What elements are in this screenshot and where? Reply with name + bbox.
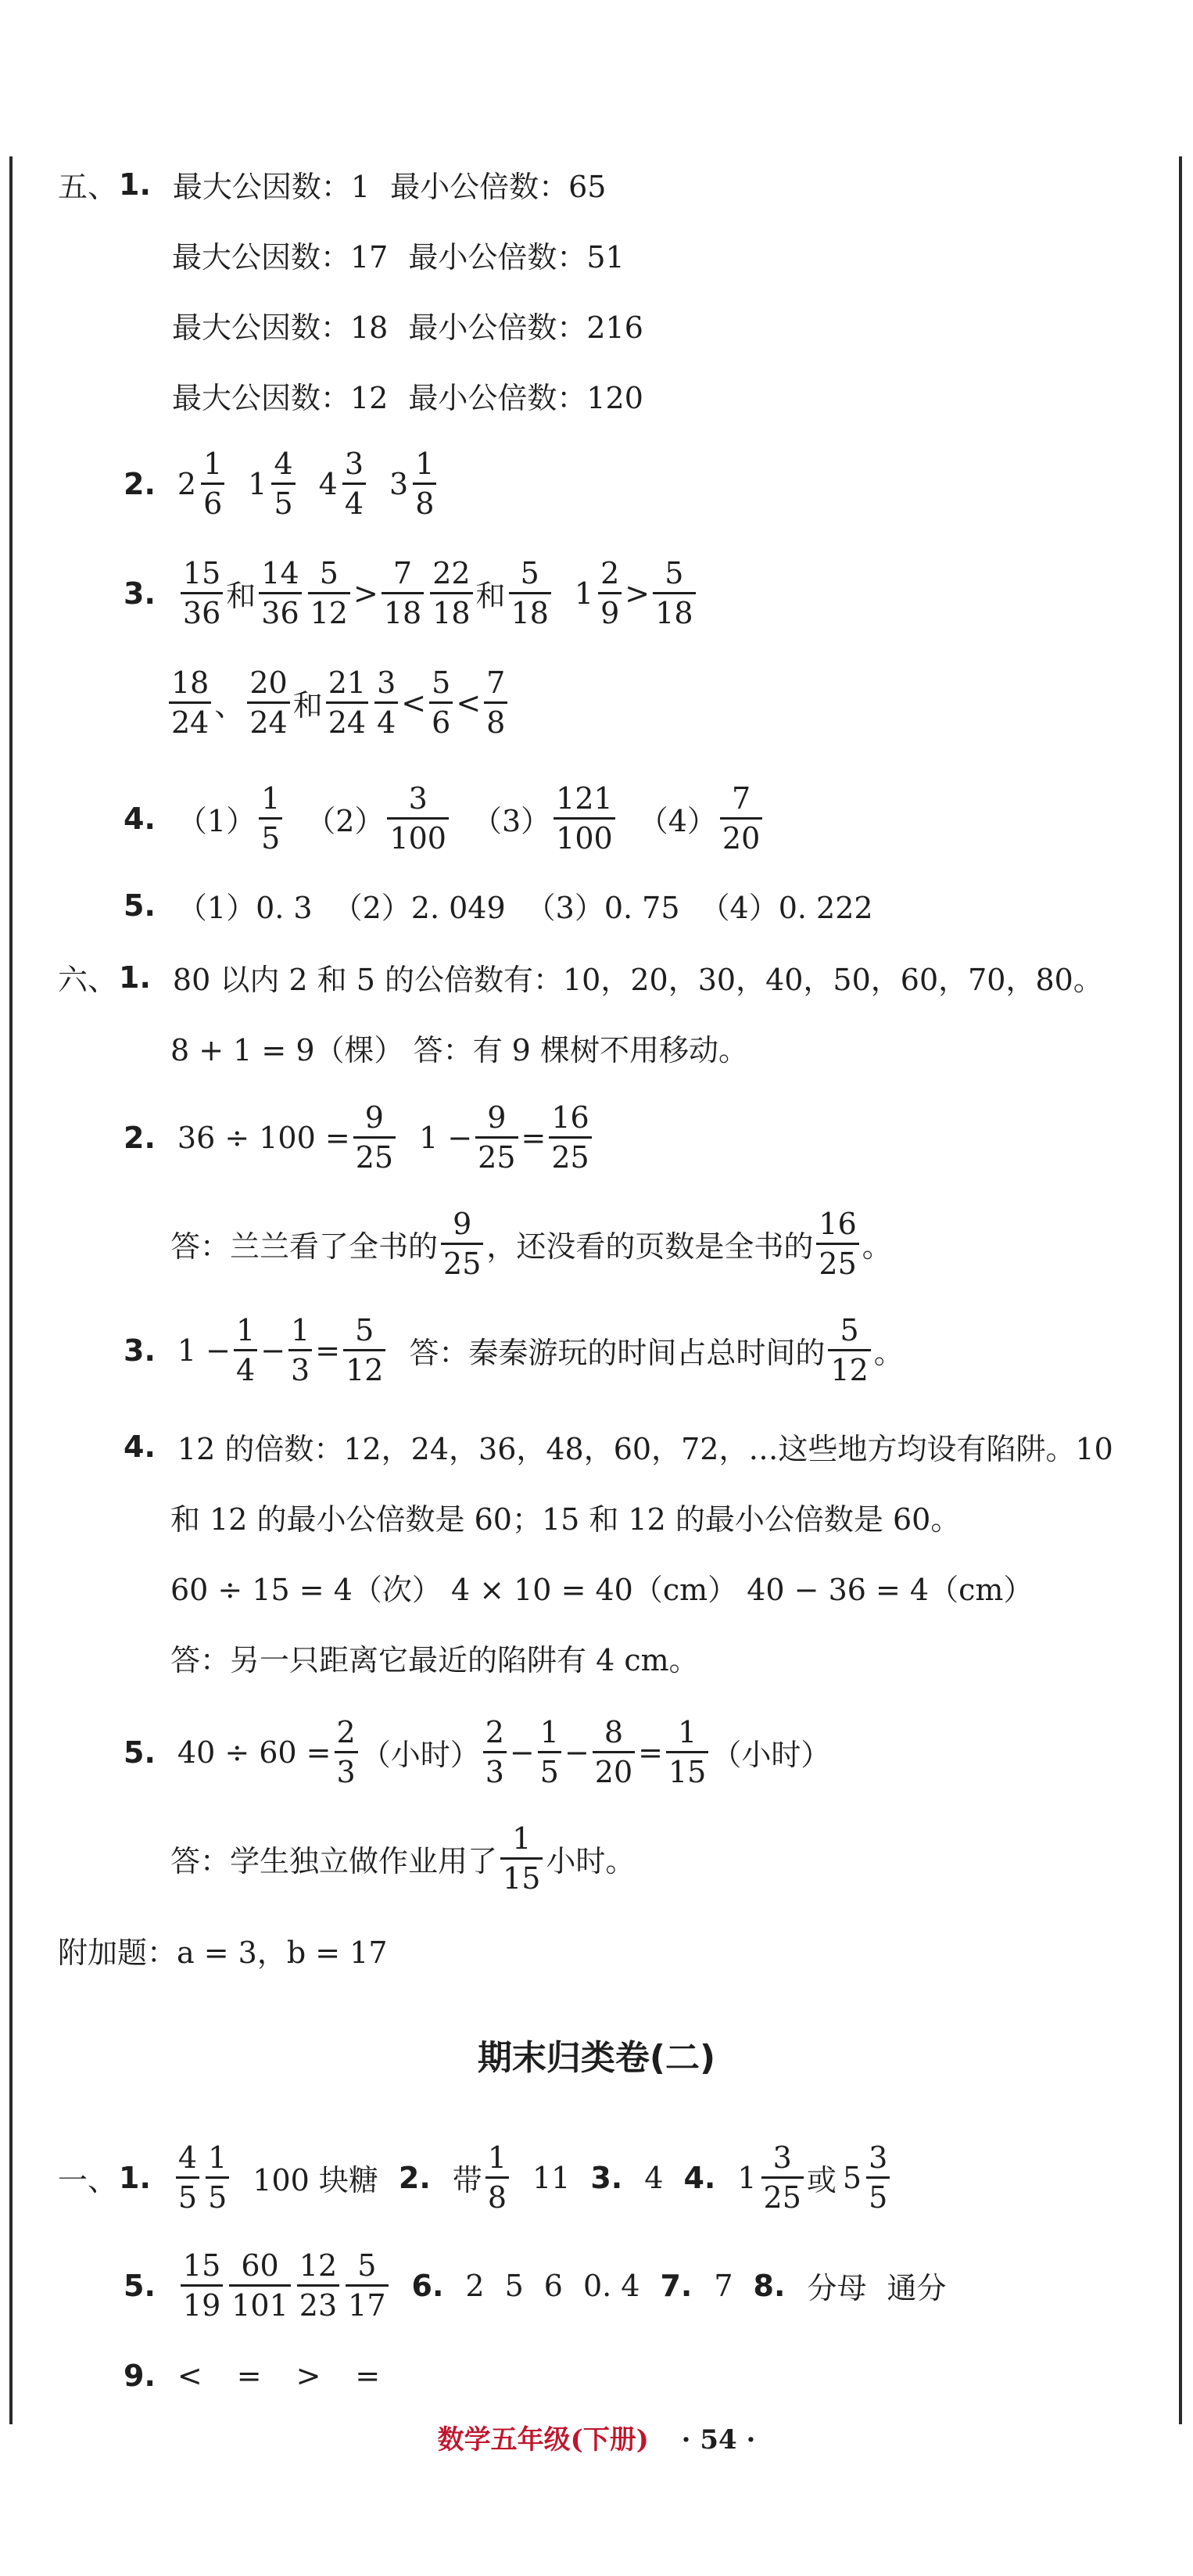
- s6-q5-answer: [170, 1821, 636, 1896]
- question-number: 5.: [124, 888, 156, 923]
- fraction: $\frac{22}{18}$: [430, 558, 472, 628]
- s5-q4: [124, 781, 765, 856]
- mixed-whole: 1: [248, 466, 267, 501]
- compare-sign: >: [296, 2359, 321, 2393]
- s6-q1-line1: [58, 956, 1103, 999]
- fraction: $\frac{121}{100}$: [554, 784, 615, 853]
- text-line: 60 ÷ 15 = 4（次） 4 × 10 = 40（cm） 40 − 36 = 4（cm）: [170, 1573, 1034, 1607]
- item-label: （3）: [471, 804, 551, 838]
- expression: 36 ÷ 100 =: [177, 1120, 350, 1155]
- question-number: 1.: [119, 960, 151, 995]
- section-label: 六、: [58, 963, 118, 997]
- question-number: 7.: [660, 2268, 693, 2303]
- question-number: 9.: [124, 2359, 156, 2393]
- fraction: $\frac{1}{4}$: [234, 1315, 257, 1385]
- fraction: $\frac{9}{25}$: [353, 1103, 396, 1172]
- fraction: $\frac{1}{15}$: [666, 1717, 708, 1787]
- s5-q3-line2: [166, 666, 511, 740]
- expression: 1 −: [177, 1333, 231, 1368]
- fraction: $\frac{16}{25}$: [549, 1103, 591, 1172]
- s6-q4-line2: [170, 1495, 960, 1538]
- answer-item: （1）0. 3: [177, 891, 313, 925]
- fraction: $\frac{1}{6}$: [201, 449, 224, 518]
- or-word: 或: [806, 2163, 837, 2197]
- fraction: $\frac{5}{18}$: [509, 558, 551, 628]
- answer-item: （4）0. 222: [700, 891, 873, 925]
- fraction: $\frac{1}{5}$: [538, 1717, 561, 1787]
- s6-q4-line1: [124, 1425, 1113, 1468]
- fraction: $\frac{60}{101}$: [229, 2251, 291, 2320]
- text-line: 12 的倍数：12，24，36，48，60，72，…这些地方均设有陷阱。10: [177, 1432, 1113, 1466]
- fraction: $\frac{5}{12}$: [343, 1315, 385, 1385]
- question-number: 6.: [411, 2268, 444, 2303]
- fraction: $\frac{5}{12}$: [308, 558, 350, 628]
- book-title: 数学五年级(下册): [437, 2424, 649, 2456]
- greater-sign: >: [625, 576, 650, 611]
- s6-q1-line2: [170, 1026, 748, 1069]
- greater-sign: >: [353, 576, 378, 611]
- fraction: $\frac{4}{5}$: [176, 2143, 199, 2212]
- s5-q1-row4: [172, 374, 643, 417]
- answer-text: 答：兰兰看了全书的: [170, 1229, 439, 1264]
- answer-item: 6: [543, 2268, 563, 2303]
- s5-q1-row3: [172, 303, 643, 346]
- and-word: 和: [292, 688, 323, 723]
- less-sign: <: [401, 685, 427, 720]
- answer-item: 7: [714, 2268, 733, 2303]
- fraction: $\frac{1}{5}$: [206, 2143, 229, 2212]
- question-number: 2.: [398, 2160, 431, 2195]
- s5-q1-row1: [58, 163, 606, 206]
- fraction: $\frac{20}{24}$: [247, 668, 289, 737]
- fraction: $\frac{5}{17}$: [346, 2251, 388, 2320]
- fraction: $\frac{7}{20}$: [720, 784, 762, 853]
- fraction: $\frac{14}{36}$: [259, 558, 301, 628]
- fraction: $\frac{9}{25}$: [475, 1103, 518, 1172]
- minus-sign: −: [509, 1735, 535, 1770]
- answer-text: 答：秦秦游玩的时间占总时间的: [409, 1336, 826, 1370]
- s5-q1-row2: [172, 233, 625, 276]
- lcm-label: 最小公倍数：65: [390, 170, 607, 204]
- gcd-label: 最大公因数：18: [172, 310, 389, 345]
- item-label: （1）: [177, 804, 256, 838]
- fraction: $\frac{7}{18}$: [382, 558, 424, 628]
- mixed-whole: 3: [389, 466, 409, 501]
- fraction: $\frac{16}{25}$: [816, 1209, 858, 1279]
- equals-sign: =: [315, 1333, 341, 1368]
- mixed-whole: 5: [842, 2160, 862, 2195]
- text-line: 8 + 1 = 9（棵） 答：有 9 棵树不用移动。: [170, 1033, 748, 1067]
- unit: （小时）: [711, 1738, 831, 1772]
- s1-row3: [124, 2359, 380, 2393]
- answer-item: （3）0. 75: [525, 891, 680, 925]
- and-word: 和: [475, 579, 506, 613]
- bonus-answer: [58, 1928, 388, 1971]
- section-label: 五、: [58, 170, 118, 204]
- compare-sign: <: [177, 2359, 202, 2393]
- gcd-label: 最大公因数：17: [172, 240, 389, 274]
- answer-text: 带: [452, 2163, 482, 2197]
- lcm-label: 最小公倍数：51: [408, 240, 625, 274]
- page-footer: [0, 2418, 1193, 2456]
- equals-sign: =: [521, 1120, 546, 1155]
- mixed-whole: 4: [318, 466, 338, 501]
- question-number: 3.: [124, 576, 156, 611]
- compare-sign: =: [355, 2359, 381, 2393]
- s6-q4-line4: [170, 1636, 699, 1679]
- question-number: 2.: [124, 466, 156, 501]
- fraction: $\frac{2}{3}$: [335, 1717, 358, 1787]
- fraction: $\frac{2}{9}$: [598, 558, 622, 628]
- s6-q2-answer: [170, 1209, 892, 1279]
- page-number: · 54 ·: [681, 2424, 756, 2456]
- right-margin-rule: [1179, 156, 1182, 2424]
- compare-sign: =: [236, 2359, 262, 2393]
- mixed-whole: 1: [737, 2160, 757, 2195]
- section-title: 期末归类卷(二): [477, 2038, 716, 2078]
- s1-row1: [58, 2140, 893, 2215]
- s6-q3: [124, 1315, 904, 1385]
- question-number: 5.: [124, 2268, 156, 2303]
- fraction: $\frac{12}{23}$: [297, 2251, 339, 2320]
- answer-item: 2: [465, 2268, 485, 2303]
- s1-row2: [124, 2248, 947, 2323]
- fraction: $\frac{3}{4}$: [342, 449, 366, 518]
- fraction: $\frac{7}{8}$: [484, 668, 507, 737]
- answer-text: 11: [532, 2160, 571, 2195]
- fraction: $\frac{1}{8}$: [485, 2143, 509, 2212]
- answer-item: 分母: [807, 2271, 867, 2305]
- minus-sign: −: [260, 1333, 286, 1368]
- equals-sign: =: [638, 1735, 663, 1770]
- expression: 40 ÷ 60 =: [177, 1735, 331, 1770]
- lcm-label: 最小公倍数：120: [408, 381, 643, 415]
- fraction: $\frac{3}{25}$: [761, 2143, 804, 2212]
- fraction: $\frac{5}{12}$: [828, 1315, 870, 1385]
- s6-q4-line3: [170, 1566, 1033, 1609]
- s5-q5: [124, 884, 873, 927]
- answer-text: 。: [862, 1229, 892, 1264]
- question-number: 4.: [124, 801, 156, 836]
- gcd-label: 最大公因数：12: [172, 381, 389, 415]
- bonus-text: 附加题：a = 3，b = 17: [58, 1936, 388, 1970]
- minus-sign: −: [564, 1735, 589, 1770]
- fraction: $\frac{1}{15}$: [500, 1824, 543, 1893]
- s6-q2-eq: [124, 1100, 595, 1175]
- answer-text: 。: [873, 1336, 904, 1370]
- unit: （小时）: [360, 1738, 480, 1772]
- expression: 1 −: [419, 1120, 473, 1155]
- fraction: $\frac{1}{8}$: [413, 449, 436, 518]
- fraction: $\frac{3}{4}$: [374, 668, 398, 737]
- answer-text: 小时。: [546, 1844, 636, 1878]
- question-number: 8.: [753, 2268, 786, 2303]
- question-number: 5.: [124, 1735, 156, 1770]
- lcm-label: 最小公倍数：216: [408, 310, 643, 345]
- section-label: 一、: [58, 2163, 118, 2197]
- answer-item: 5: [504, 2268, 524, 2303]
- s5-q3-line1: [124, 558, 699, 628]
- fraction: $\frac{5}{6}$: [429, 668, 453, 737]
- item-label: （4）: [638, 804, 717, 838]
- fraction: $\frac{8}{20}$: [593, 1717, 635, 1787]
- text-line: 和 12 的最小公倍数是 60；15 和 12 的最小公倍数是 60。: [170, 1502, 961, 1537]
- less-sign: <: [456, 685, 482, 720]
- fraction: $\frac{18}{24}$: [169, 668, 211, 737]
- s6-q5-eq: [124, 1717, 830, 1787]
- s5-q2: [124, 447, 439, 521]
- answer-text: 答：学生独立做作业用了: [170, 1844, 498, 1878]
- fraction: $\frac{2}{3}$: [483, 1717, 507, 1787]
- fraction: $\frac{3}{100}$: [387, 784, 449, 853]
- item-label: （2）: [306, 804, 385, 838]
- question-number: 4.: [124, 1429, 156, 1464]
- text-line: 答：另一只距离它最近的陷阱有 4 cm。: [170, 1643, 699, 1677]
- fraction: $\frac{9}{25}$: [441, 1209, 483, 1279]
- fraction: $\frac{15}{19}$: [181, 2251, 223, 2320]
- fraction: $\frac{4}{5}$: [271, 449, 295, 518]
- text-line: 80 以内 2 和 5 的公倍数有：10，20，30，40，50，60，70，80。: [172, 963, 1103, 997]
- answer-text: 100 块糖: [253, 2163, 378, 2197]
- answer-text: 4: [644, 2160, 664, 2195]
- fraction: $\frac{15}{36}$: [181, 558, 223, 628]
- fraction: $\frac{21}{24}$: [326, 668, 368, 737]
- question-number: 3.: [124, 1333, 156, 1368]
- question-number: 1.: [119, 2160, 151, 2195]
- question-number: 4.: [683, 2160, 716, 2195]
- mixed-whole: 1: [574, 576, 594, 611]
- answer-item: （2）2. 049: [332, 891, 506, 925]
- question-number: 2.: [124, 1120, 156, 1155]
- mixed-whole: 2: [177, 466, 197, 501]
- question-number: 3.: [590, 2160, 623, 2195]
- gcd-label: 最大公因数：1: [172, 170, 371, 204]
- fraction: $\frac{5}{18}$: [653, 558, 695, 628]
- fraction: $\frac{1}{3}$: [288, 1315, 312, 1385]
- answer-text: ，还没看的页数是全书的: [486, 1229, 814, 1264]
- question-number: 1.: [119, 167, 151, 202]
- answer-item: 通分: [887, 2271, 947, 2305]
- separator: 、: [214, 688, 245, 723]
- fraction: $\frac{1}{5}$: [259, 784, 282, 853]
- left-margin-rule: [9, 156, 13, 2424]
- fraction: $\frac{3}{5}$: [866, 2143, 890, 2212]
- and-word: 和: [226, 579, 256, 613]
- answer-item: 0. 4: [582, 2268, 640, 2303]
